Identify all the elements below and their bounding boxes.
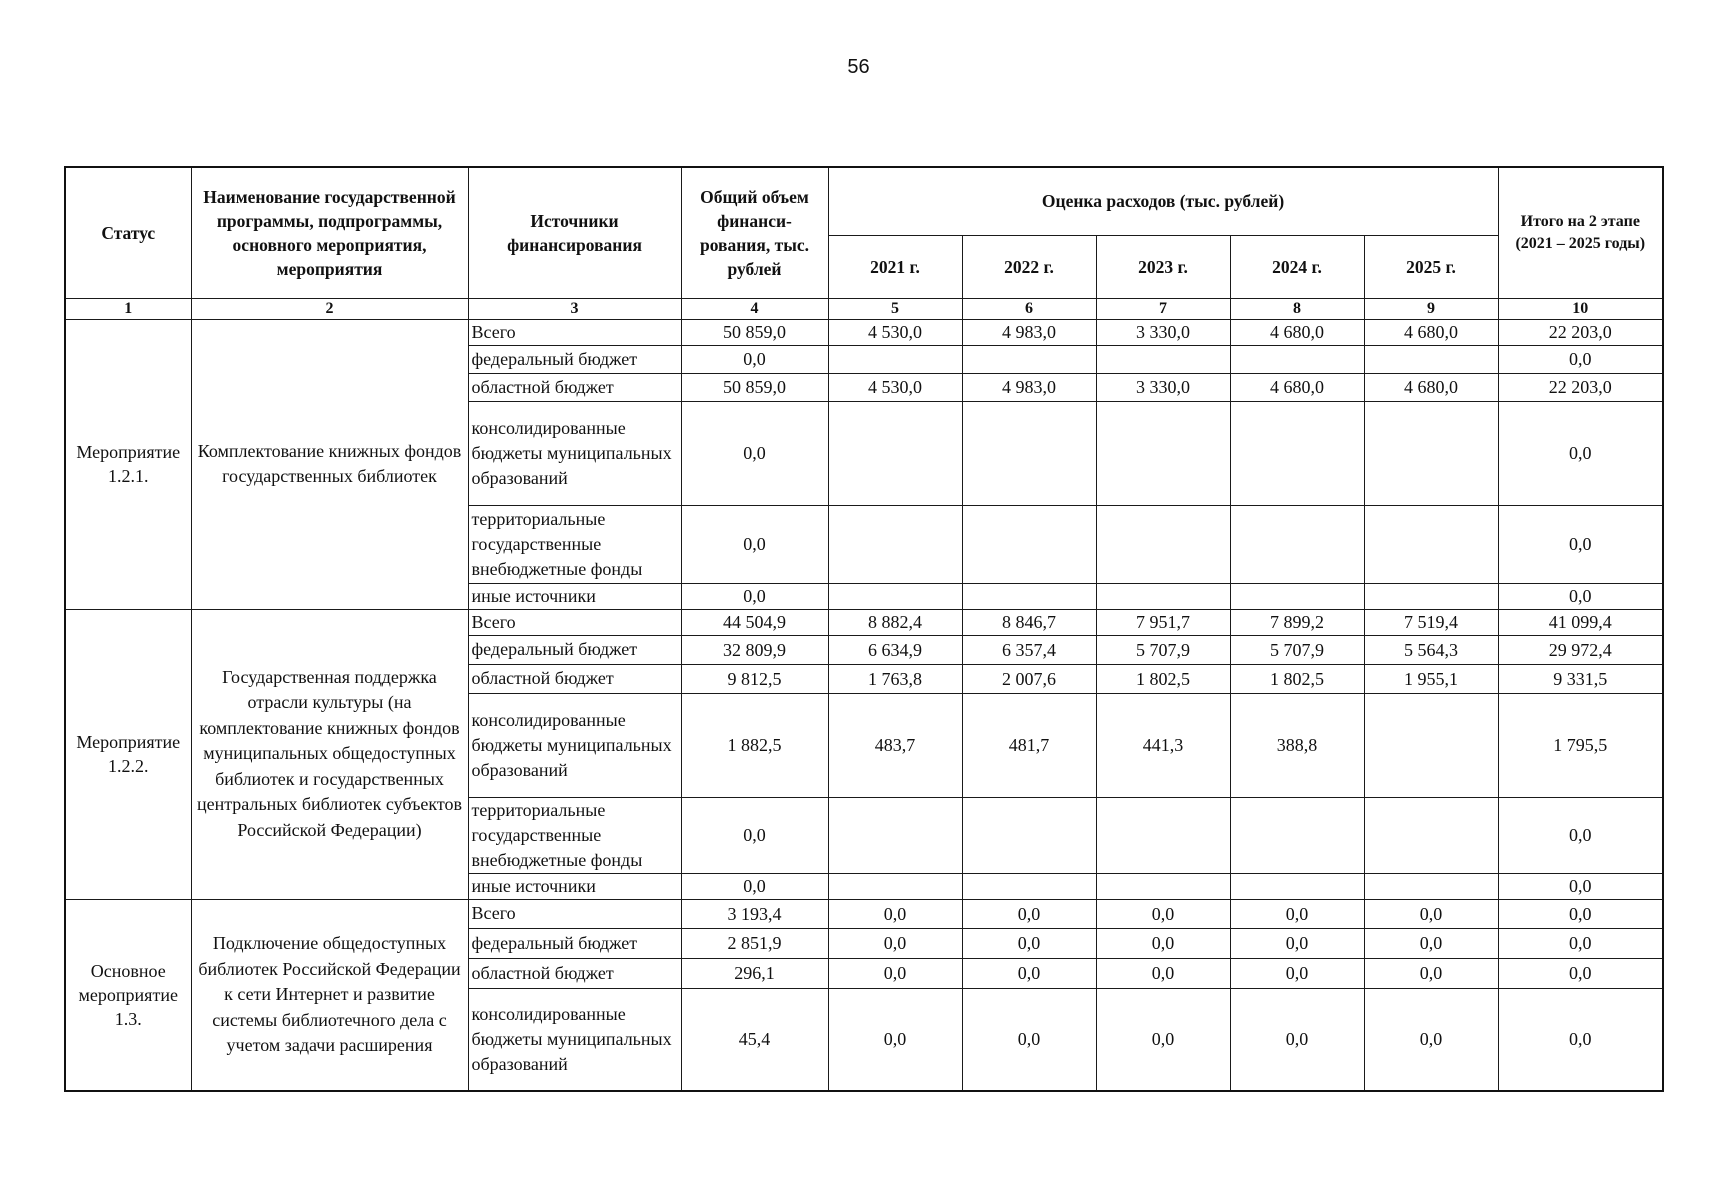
year-amount-cell: 1 955,1 [1364, 664, 1498, 693]
year-amount-cell: 4 983,0 [962, 373, 1096, 401]
year-amount-cell [1364, 583, 1498, 609]
year-amount-cell: 0,0 [1096, 958, 1230, 988]
year-amount-cell: 0,0 [1230, 928, 1364, 958]
header-year: 2025 г. [1364, 235, 1498, 298]
funding-source-cell: областной бюджет [468, 958, 681, 988]
year-amount-cell: 0,0 [828, 988, 962, 1091]
header-year: 2023 г. [1096, 235, 1230, 298]
total-amount-cell: 0,0 [681, 873, 828, 899]
year-amount-cell [1096, 505, 1230, 583]
column-number: 5 [828, 298, 962, 319]
program-name-cell: Комплектование книжных фондов государственных библиотек [191, 319, 468, 609]
year-amount-cell: 1 802,5 [1230, 664, 1364, 693]
year-amount-cell [828, 873, 962, 899]
year-amount-cell: 2 007,6 [962, 664, 1096, 693]
column-number: 9 [1364, 298, 1498, 319]
year-amount-cell: 3 330,0 [1096, 373, 1230, 401]
header-year: 2021 г. [828, 235, 962, 298]
column-number: 8 [1230, 298, 1364, 319]
total-amount-cell: 0,0 [681, 583, 828, 609]
year-amount-cell [1230, 345, 1364, 373]
year-amount-cell [828, 401, 962, 505]
year-amount-cell: 1 802,5 [1096, 664, 1230, 693]
year-amount-cell: 388,8 [1230, 693, 1364, 797]
stage-total-cell: 0,0 [1498, 505, 1663, 583]
funding-source-cell: Всего [468, 899, 681, 928]
column-number: 7 [1096, 298, 1230, 319]
total-amount-cell: 9 812,5 [681, 664, 828, 693]
year-amount-cell: 1 763,8 [828, 664, 962, 693]
year-amount-cell [828, 583, 962, 609]
column-number: 10 [1498, 298, 1663, 319]
stage-total-cell: 22 203,0 [1498, 319, 1663, 345]
page-number: 56 [847, 56, 870, 78]
funding-source-cell: консолидированные бюджеты муниципальных образований [468, 401, 681, 505]
year-amount-cell [962, 345, 1096, 373]
year-amount-cell [1364, 693, 1498, 797]
year-amount-cell: 0,0 [828, 899, 962, 928]
header-status: Статус [65, 167, 191, 298]
table-row [65, 899, 1663, 928]
funding-source-cell: иные источники [468, 873, 681, 899]
year-amount-cell: 481,7 [962, 693, 1096, 797]
year-amount-cell: 4 983,0 [962, 319, 1096, 345]
year-amount-cell: 441,3 [1096, 693, 1230, 797]
year-amount-cell: 7 899,2 [1230, 609, 1364, 635]
table-body [65, 319, 1663, 1091]
funding-source-cell: консолидированные бюджеты муниципальных образований [468, 988, 681, 1091]
stage-total-cell: 0,0 [1498, 928, 1663, 958]
year-amount-cell: 7 519,4 [1364, 609, 1498, 635]
stage-total-cell: 0,0 [1498, 401, 1663, 505]
stage-total-cell: 41 099,4 [1498, 609, 1663, 635]
funding-source-cell: областной бюджет [468, 664, 681, 693]
year-amount-cell: 4 680,0 [1364, 319, 1498, 345]
header-name: Наименование государственной программы, подпрограммы, основного мероприятия, мероприятия [191, 167, 468, 298]
year-amount-cell: 8 846,7 [962, 609, 1096, 635]
status-cell: Мероприятие 1.2.1. [65, 319, 191, 609]
funding-source-cell: федеральный бюджет [468, 635, 681, 664]
year-amount-cell: 5 707,9 [1096, 635, 1230, 664]
funding-source-cell: федеральный бюджет [468, 345, 681, 373]
year-amount-cell [1096, 797, 1230, 873]
financing-table [64, 166, 1664, 1092]
year-amount-cell [962, 505, 1096, 583]
year-amount-cell: 0,0 [1364, 958, 1498, 988]
stage-total-cell: 0,0 [1498, 583, 1663, 609]
year-amount-cell: 0,0 [1096, 928, 1230, 958]
year-amount-cell [962, 401, 1096, 505]
funding-source-cell: Всего [468, 319, 681, 345]
financing-table-wrapper [64, 166, 1664, 1092]
column-number: 4 [681, 298, 828, 319]
year-amount-cell: 0,0 [962, 988, 1096, 1091]
year-amount-cell: 483,7 [828, 693, 962, 797]
stage-total-cell: 0,0 [1498, 958, 1663, 988]
header-estimate: Оценка расходов (тыс. рублей) [828, 167, 1498, 235]
total-amount-cell: 50 859,0 [681, 373, 828, 401]
year-amount-cell [1230, 797, 1364, 873]
total-amount-cell: 3 193,4 [681, 899, 828, 928]
stage-total-cell: 9 331,5 [1498, 664, 1663, 693]
year-amount-cell: 7 951,7 [1096, 609, 1230, 635]
column-number-row [65, 298, 1663, 319]
header-total: Общий объем финанси-рования, тыс. рублей [681, 167, 828, 298]
year-amount-cell [1230, 583, 1364, 609]
column-number: 3 [468, 298, 681, 319]
stage-total-cell: 1 795,5 [1498, 693, 1663, 797]
header-sources: Источники финансирования [468, 167, 681, 298]
total-amount-cell: 0,0 [681, 797, 828, 873]
total-amount-cell: 0,0 [681, 401, 828, 505]
header-year: 2024 г. [1230, 235, 1364, 298]
year-amount-cell: 0,0 [1096, 988, 1230, 1091]
year-amount-cell [1096, 873, 1230, 899]
year-amount-cell [1364, 797, 1498, 873]
stage-total-cell: 0,0 [1498, 873, 1663, 899]
funding-source-cell: иные источники [468, 583, 681, 609]
table-row [65, 609, 1663, 635]
year-amount-cell: 8 882,4 [828, 609, 962, 635]
status-cell: Основное мероприятие 1.3. [65, 899, 191, 1091]
stage-total-cell: 22 203,0 [1498, 373, 1663, 401]
year-amount-cell [962, 797, 1096, 873]
status-cell: Мероприятие 1.2.2. [65, 609, 191, 899]
year-amount-cell [962, 583, 1096, 609]
year-amount-cell: 0,0 [962, 899, 1096, 928]
year-amount-cell: 4 680,0 [1230, 319, 1364, 345]
funding-source-cell: Всего [468, 609, 681, 635]
column-number: 2 [191, 298, 468, 319]
year-amount-cell: 5 564,3 [1364, 635, 1498, 664]
year-amount-cell [1230, 401, 1364, 505]
total-amount-cell: 2 851,9 [681, 928, 828, 958]
year-amount-cell: 0,0 [1364, 899, 1498, 928]
year-amount-cell: 0,0 [828, 928, 962, 958]
year-amount-cell [1230, 873, 1364, 899]
header-row-top [65, 167, 1663, 235]
year-amount-cell: 6 634,9 [828, 635, 962, 664]
table-row [65, 319, 1663, 345]
year-amount-cell: 0,0 [1230, 899, 1364, 928]
funding-source-cell: территориальные государственные внебюджетные фонды [468, 797, 681, 873]
year-amount-cell [962, 873, 1096, 899]
total-amount-cell: 45,4 [681, 988, 828, 1091]
year-amount-cell: 4 530,0 [828, 373, 962, 401]
year-amount-cell: 0,0 [1096, 899, 1230, 928]
year-amount-cell [1364, 345, 1498, 373]
total-amount-cell: 0,0 [681, 345, 828, 373]
stage-total-cell: 29 972,4 [1498, 635, 1663, 664]
column-number: 6 [962, 298, 1096, 319]
column-number: 1 [65, 298, 191, 319]
year-amount-cell [828, 345, 962, 373]
total-amount-cell: 1 882,5 [681, 693, 828, 797]
total-amount-cell: 296,1 [681, 958, 828, 988]
year-amount-cell [1230, 505, 1364, 583]
year-amount-cell: 3 330,0 [1096, 319, 1230, 345]
year-amount-cell: 5 707,9 [1230, 635, 1364, 664]
year-amount-cell [1364, 401, 1498, 505]
year-amount-cell: 0,0 [1230, 988, 1364, 1091]
year-amount-cell [1364, 505, 1498, 583]
funding-source-cell: консолидированные бюджеты муниципальных образований [468, 693, 681, 797]
year-amount-cell: 4 680,0 [1364, 373, 1498, 401]
year-amount-cell: 0,0 [1364, 988, 1498, 1091]
year-amount-cell: 0,0 [962, 928, 1096, 958]
year-amount-cell [1364, 873, 1498, 899]
year-amount-cell [1096, 583, 1230, 609]
stage-total-cell: 0,0 [1498, 797, 1663, 873]
year-amount-cell: 6 357,4 [962, 635, 1096, 664]
year-amount-cell: 0,0 [1230, 958, 1364, 988]
program-name-cell: Подключение общедоступных библиотек Российской Федерации к сети Интернет и развитие системы библиотечного дела с учетом задачи расширения [191, 899, 468, 1091]
total-amount-cell: 0,0 [681, 505, 828, 583]
total-amount-cell: 50 859,0 [681, 319, 828, 345]
total-amount-cell: 44 504,9 [681, 609, 828, 635]
year-amount-cell [1096, 345, 1230, 373]
funding-source-cell: федеральный бюджет [468, 928, 681, 958]
funding-source-cell: территориальные государственные внебюджетные фонды [468, 505, 681, 583]
year-amount-cell [1096, 401, 1230, 505]
funding-source-cell: областной бюджет [468, 373, 681, 401]
stage-total-cell: 0,0 [1498, 345, 1663, 373]
stage-total-cell: 0,0 [1498, 899, 1663, 928]
program-name-cell: Государственная поддержка отрасли культуры (на комплектование книжных фондов муниципальных общедоступных библиотек и государственных центральных библиотек субъектов Российской Федерации) [191, 609, 468, 899]
year-amount-cell: 4 680,0 [1230, 373, 1364, 401]
stage-total-cell: 0,0 [1498, 988, 1663, 1091]
header-year: 2022 г. [962, 235, 1096, 298]
year-amount-cell: 0,0 [962, 958, 1096, 988]
year-amount-cell [828, 797, 962, 873]
total-amount-cell: 32 809,9 [681, 635, 828, 664]
year-amount-cell: 4 530,0 [828, 319, 962, 345]
header-stage-total: Итого на 2 этапе (2021 – 2025 годы) [1498, 167, 1663, 298]
year-amount-cell: 0,0 [828, 958, 962, 988]
year-amount-cell [828, 505, 962, 583]
year-amount-cell: 0,0 [1364, 928, 1498, 958]
